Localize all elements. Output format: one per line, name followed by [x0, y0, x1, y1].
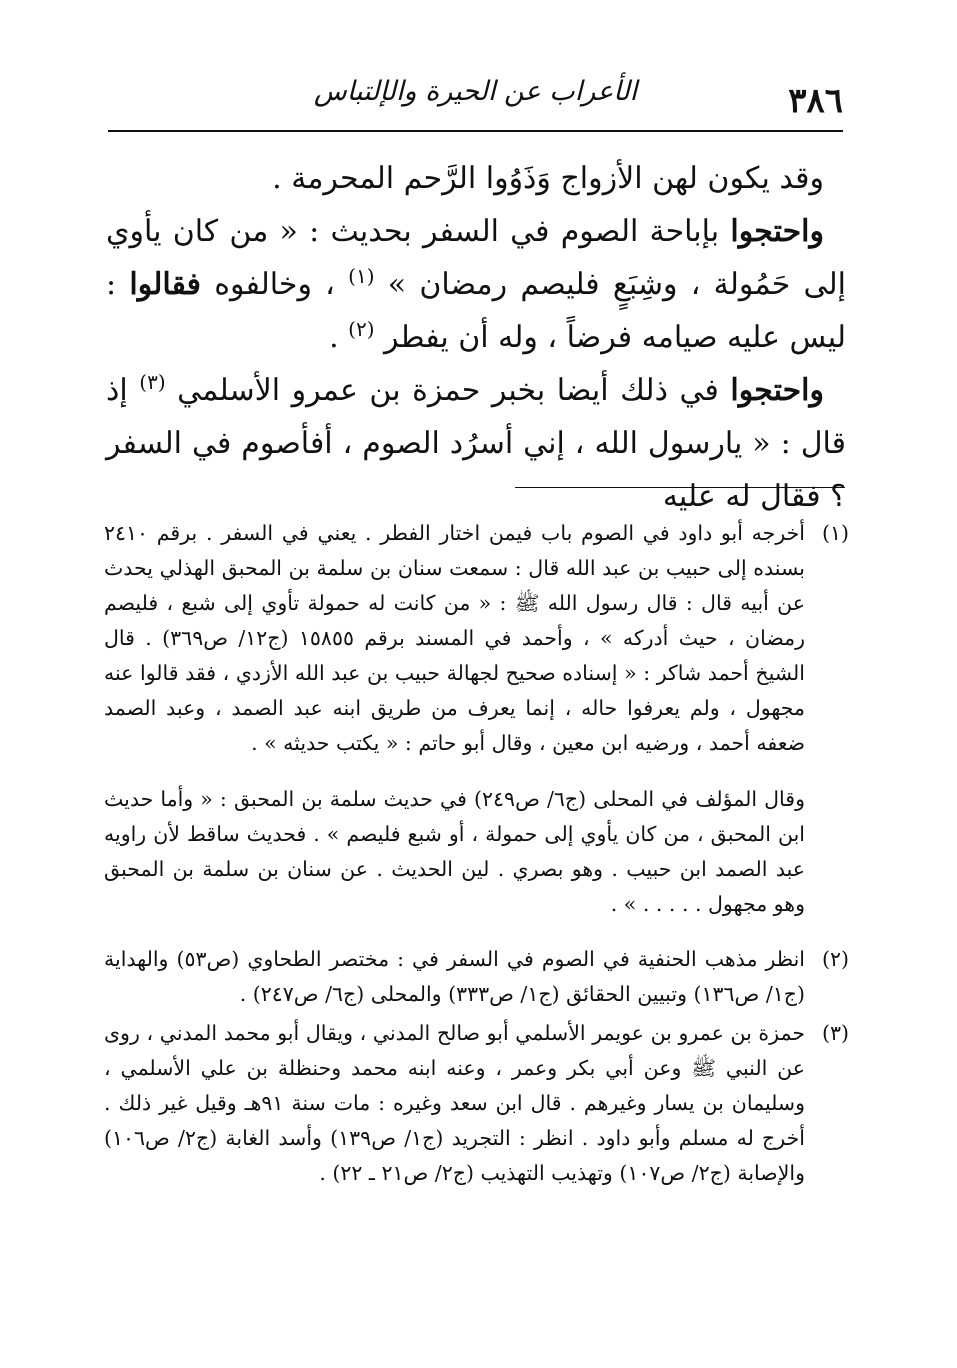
footnote-3-text: حمزة بن عمرو بن عويمر الأسلمي أبو صالح المدني ، ويقال أبو محمد المدني ، روى عن النبي ﷺ وعن أبي بكر وعمر ، وعنه ابنه محمد وحنظلة بن علي الأسلمي ، وسليمان بن يسار وغيرهم . قال ابن سعد وغيره : مات سنة ٩١هـ وقيل غير ذلك . أخرج له مسلم وأبو داود . انظر : التجريد (ج١/ ص١٣٩) وأسد الغابة (ج٢/ ص١٠٦) والإصابة (ج٢/ ص١٠٧) وتهذيب التهذيب (ج٢/ ص٢١ ـ ٢٢) . — [104, 1021, 805, 1185]
footnote-3 — [104, 1016, 849, 1191]
footnote-1 — [104, 516, 849, 761]
footnote-ref-3: (٣) — [139, 370, 166, 394]
paragraph-3 — [106, 364, 846, 523]
paragraph-2 — [106, 205, 846, 364]
page-header — [108, 74, 843, 132]
paragraph-2-text-c: : ليس عليه صيامه فرضاً ، وله أن يفطر — [106, 267, 846, 355]
paragraph-3-lead: واحتجوا — [730, 373, 824, 408]
footnotes — [104, 516, 849, 1191]
paragraph-2-text-b: ، وخالفوه — [201, 267, 349, 302]
paragraph-3-text-a: في ذلك أيضا بخبر حمزة بن عمرو الأسلمي — [165, 373, 731, 408]
footnote-3-number: (٣) — [821, 1021, 849, 1045]
footnote-2 — [104, 942, 849, 1012]
page-number: ٣٨٦ — [788, 81, 843, 121]
footnote-2-text: انظر مذهب الحنفية في الصوم في السفر في : مختصر الطحاوي (ص٥٣) والهداية (ج١/ ص١٣٦) وتبيين الحقائق (ج١/ ص٣٣٣) والمحلى (ج٦/ ص٢٤٧) . — [104, 947, 805, 1006]
paragraph-2-bold: فقالوا — [129, 267, 201, 302]
paragraph-1: وقد يكون لهن الأزواج وَذَوُوا الرَّحم المحرمة . — [272, 161, 824, 196]
footnote-1-continued: وقال المؤلف في المحلى (ج٦/ ص٢٤٩) في حديث سلمة بن المحبق : « وأما حديث ابن المحبق ، من كان يأوي إلى حمولة ، أو شبع فليصم » . فحديث ساقط لأن راويه عبد الصمد ابن حبيب . وهو بصري . لين الحديث . عن سنان بن سلمة بن المحبق وهو مجهول . . . . . » . — [104, 786, 805, 916]
footnote-1-text: أخرجه أبو داود في الصوم باب فيمن اختار الفطر . يعني في السفر . برقم ٢٤١٠ بسنده إلى حبيب بن عبد الله قال : سمعت سنان بن سلمة بن المحبق الهذلي يحدث عن أبيه قال : قال رسول الله ﷺ : « من كانت له حمولة تأوي إلى شبع ، فليصم رمضان ، حيث أدركه » ، وأحمد في المسند برقم ١٥٨٥٥ (ج١٢/ ص٣٦٩) . قال الشيخ أحمد شاكر : « إسناده صحيح لجهالة حبيب بن عبد الله الأزدي ، فقد قالوا عنه مجهول ، ولم يعرفوا حاله ، إنما يعرف من طريق ابنه عبد الصمد ، وعبد الصمد ضعفه أحمد ، ورضيه ابن معين ، وقال أبو حاتم : « يكتب حديثه » . — [104, 521, 805, 755]
running-title: الأعراب عن الحيرة والإلتباس — [313, 76, 638, 107]
footnote-2-number: (٢) — [821, 947, 849, 971]
footnote-ref-2: (٢) — [348, 317, 375, 341]
paragraph-2-lead: واحتجوا — [730, 214, 824, 249]
footnote-1-number: (١) — [821, 521, 849, 545]
paragraph-3-text-b: إذ قال : « يارسول الله ، إني أسرُد الصوم ، أفأصوم في السفر ؟ فقال له عليه — [106, 373, 846, 514]
footnote-separator — [515, 487, 845, 488]
paragraph-2-text-d: . — [329, 320, 349, 355]
main-text — [106, 152, 846, 523]
paragraph-2-text-a: بإباحة الصوم في السفر بحديث : « من كان يأوي إلى حَمُولة ، وشِبَعٍ فليصم رمضان » — [106, 214, 847, 302]
footnote-ref-1: (١) — [348, 264, 375, 288]
